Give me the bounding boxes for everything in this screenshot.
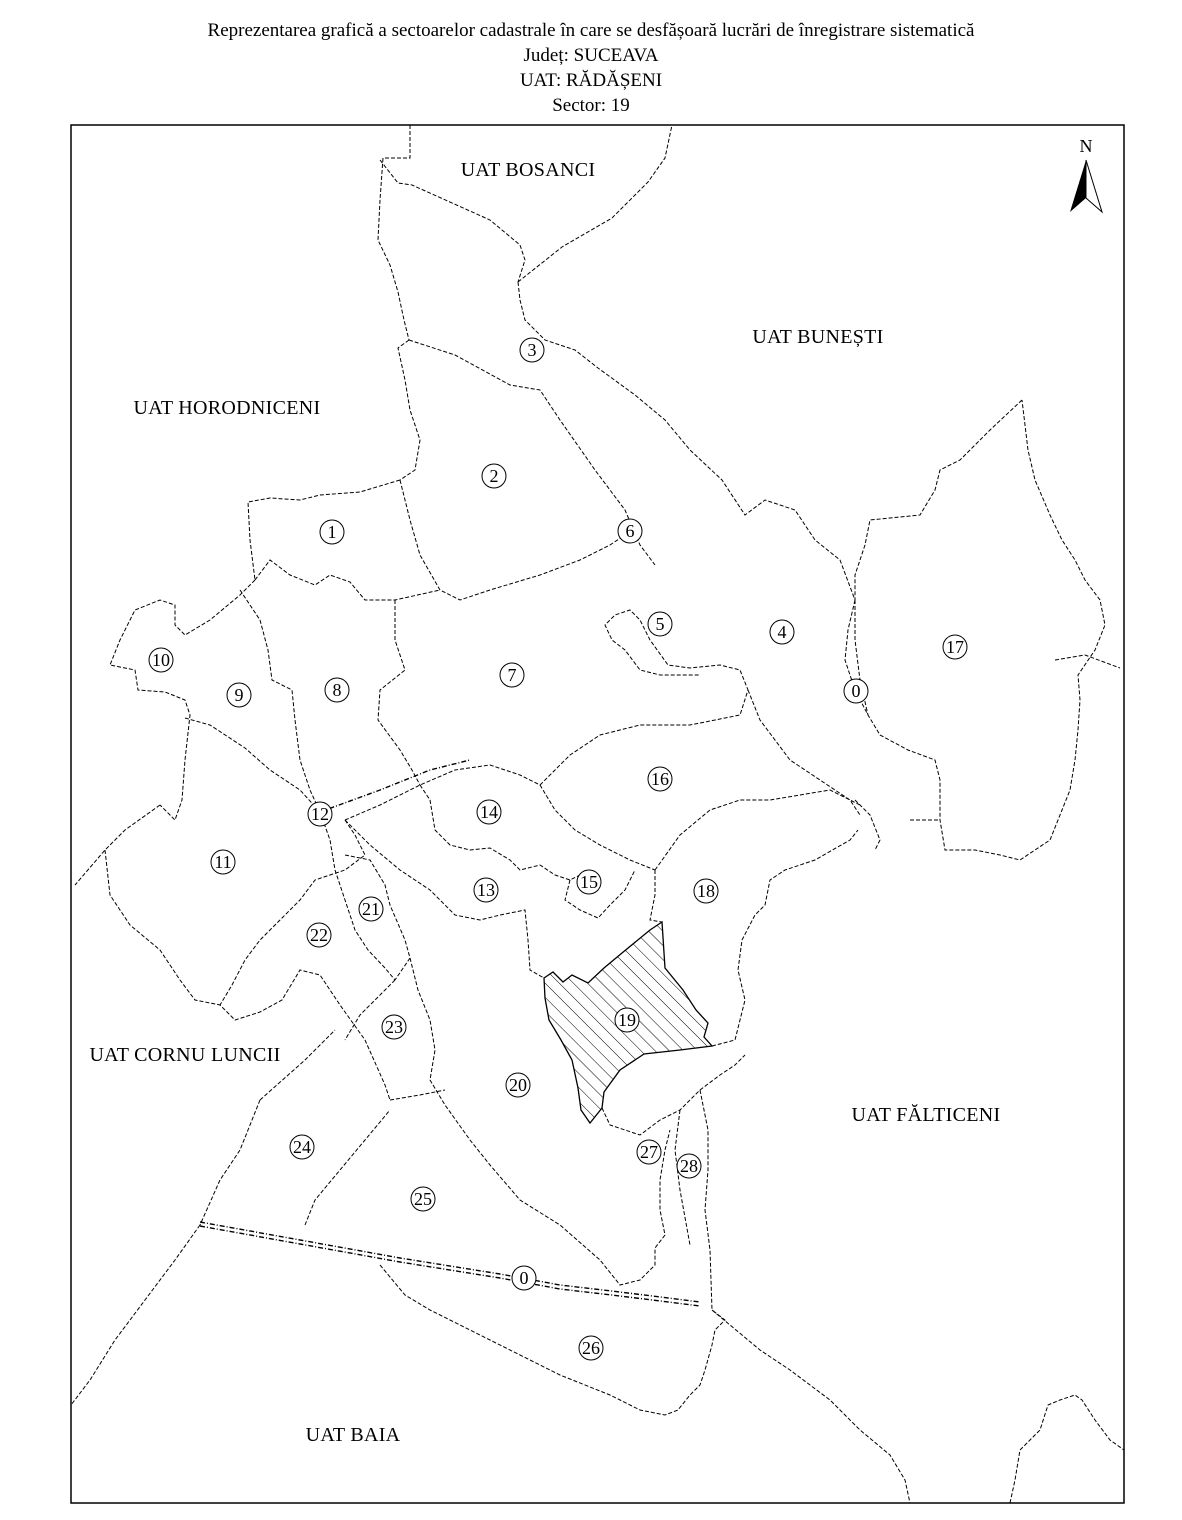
- sector-label-19[interactable]: [615, 1008, 639, 1032]
- sector-number: 26: [582, 1338, 600, 1358]
- neighbor-bosanci: UAT BOSANCI: [460, 159, 596, 181]
- sector-number: 23: [385, 1017, 403, 1037]
- sector-label-22[interactable]: [307, 923, 331, 947]
- sector-label-16[interactable]: [648, 767, 672, 791]
- sector-number: 20: [509, 1075, 527, 1095]
- sector-label-1[interactable]: [320, 520, 344, 544]
- sector-number: 13: [477, 880, 495, 900]
- neighbor-labels: [89, 159, 1000, 1446]
- north-arrow: [1070, 136, 1102, 212]
- sector-number: 27: [640, 1142, 658, 1162]
- sector-label-14[interactable]: [477, 800, 501, 824]
- sector-labels: [149, 338, 967, 1360]
- sector-number: 19: [618, 1010, 636, 1030]
- sector-number: 7: [507, 665, 517, 685]
- sector-label: Sector: 19: [552, 95, 630, 116]
- sector-label-6[interactable]: [618, 519, 642, 543]
- sector-label-5[interactable]: [648, 612, 672, 636]
- sector-number: 14: [480, 802, 498, 822]
- uat-label: UAT: RĂDĂȘENI: [519, 70, 663, 91]
- sector-label-26[interactable]: [579, 1336, 603, 1360]
- sector-label-2[interactable]: [482, 464, 506, 488]
- sector-label-17[interactable]: [943, 635, 967, 659]
- neighbor-cornu-luncii: UAT CORNU LUNCII: [89, 1044, 281, 1066]
- sector-number: 22: [310, 925, 328, 945]
- sector-label-13[interactable]: [474, 878, 498, 902]
- neighbor-horodniceni: UAT HORODNICENI: [133, 397, 321, 419]
- sector-number: 17: [946, 637, 964, 657]
- sector-number: 24: [293, 1137, 311, 1157]
- sector-number: 5: [655, 614, 665, 634]
- sector-boundaries: [71, 125, 1124, 1503]
- sector-label-7[interactable]: [500, 663, 524, 687]
- sector-number: 3: [527, 340, 537, 360]
- map-frame: [71, 125, 1124, 1503]
- sector-number: 4: [777, 622, 787, 642]
- sector-label-18[interactable]: [694, 879, 718, 903]
- neighbor-baia: UAT BAIA: [305, 1424, 401, 1446]
- sector-label-15[interactable]: [577, 870, 601, 894]
- sector-number: 1: [327, 522, 337, 542]
- sector-label-24[interactable]: [290, 1135, 314, 1159]
- sector-number: 15: [580, 872, 598, 892]
- sector-label-27[interactable]: [637, 1140, 661, 1164]
- sector-label-25[interactable]: [411, 1187, 435, 1211]
- sector-label-4[interactable]: [770, 620, 794, 644]
- sector-number: 21: [362, 899, 380, 919]
- sector-number: 10: [152, 650, 170, 670]
- sector-label-0a[interactable]: [844, 679, 868, 703]
- sector-label-10[interactable]: [149, 648, 173, 672]
- sector-number: 2: [489, 466, 499, 486]
- map-title: Reprezentarea grafică a sectoarelor cadastrale în care se desfășoară lucrări de înregistrare sistematică: [207, 20, 975, 41]
- sector-number: 6: [625, 521, 635, 541]
- sector-label-28[interactable]: [677, 1154, 701, 1178]
- sector-label-20[interactable]: [506, 1073, 530, 1097]
- sector-number: 0: [519, 1268, 529, 1288]
- sector-number: 28: [680, 1156, 698, 1176]
- neighbor-bunesti: UAT BUNEȘTI: [752, 326, 884, 348]
- sector-label-0b[interactable]: [512, 1266, 536, 1290]
- sector-label-12[interactable]: [308, 802, 332, 826]
- neighbor-falticeni: UAT FĂLTICENI: [851, 1104, 1001, 1126]
- sector-number: 9: [234, 685, 244, 705]
- sector-number: 11: [214, 852, 232, 872]
- sector-label-9[interactable]: [227, 683, 251, 707]
- sector-label-21[interactable]: [359, 897, 383, 921]
- north-arrow-icon: [1070, 160, 1086, 212]
- sector-number: 18: [697, 881, 715, 901]
- sector-number: 25: [414, 1189, 432, 1209]
- sector-number: 0: [851, 681, 861, 701]
- sector-number: 8: [332, 680, 342, 700]
- north-arrow-label: N: [1079, 136, 1093, 156]
- sector-label-3[interactable]: [520, 338, 544, 362]
- sector-number: 16: [651, 769, 669, 789]
- sector-label-8[interactable]: [325, 678, 349, 702]
- sector-label-23[interactable]: [382, 1015, 406, 1039]
- sector-label-11[interactable]: [211, 850, 235, 874]
- sector-number: 12: [311, 804, 329, 824]
- county-label: Județ: SUCEAVA: [523, 45, 659, 66]
